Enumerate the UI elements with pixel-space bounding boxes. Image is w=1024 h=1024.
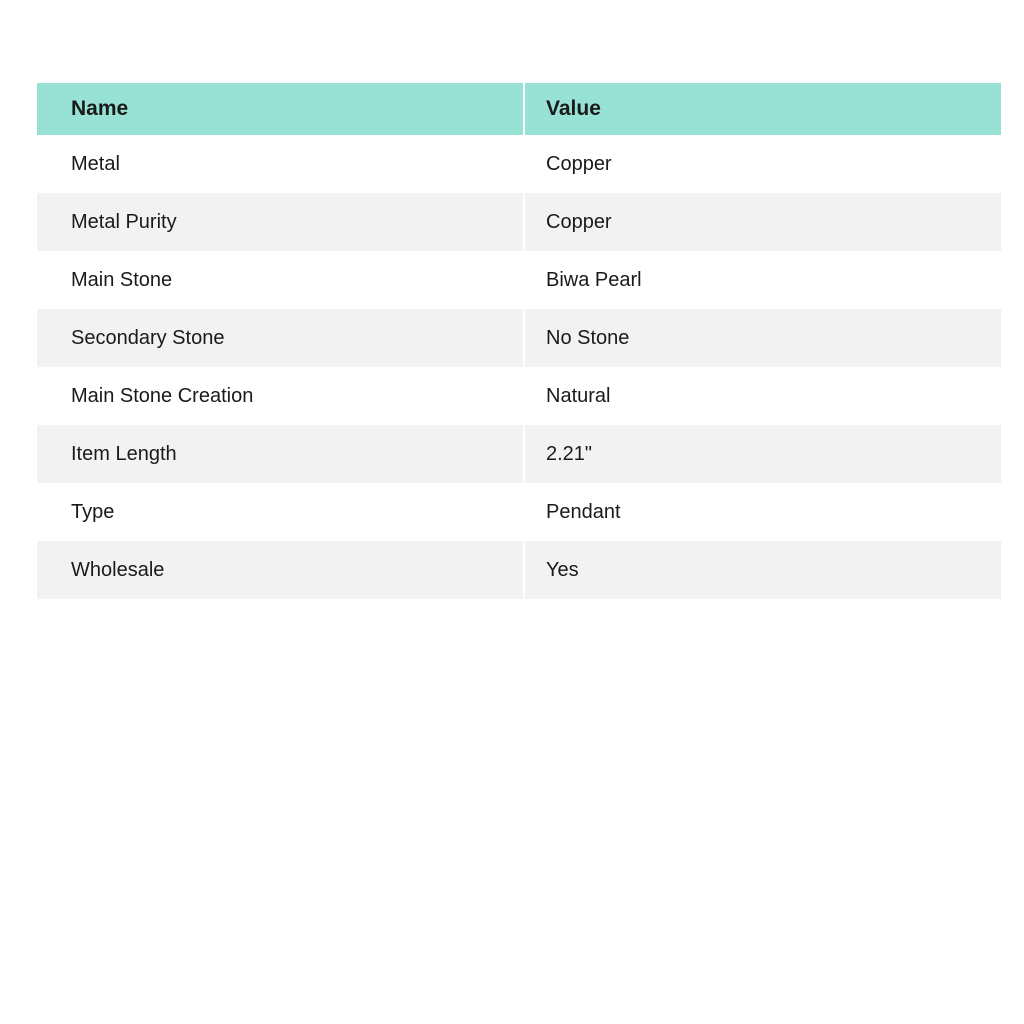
- table-row: [37, 251, 1001, 309]
- attribute-name: Type: [71, 500, 115, 523]
- table-cell-value: [525, 425, 1001, 483]
- table-cell-name: [37, 483, 523, 541]
- table-row: [37, 425, 1001, 483]
- attribute-name: Main Stone Creation: [71, 384, 254, 407]
- table-row: [37, 541, 1001, 599]
- table-cell-name: [37, 193, 523, 251]
- table-cell-name: [37, 541, 523, 599]
- column-header-value-label: Value: [546, 97, 601, 120]
- table-row: [37, 483, 1001, 541]
- column-header-value: [525, 83, 1001, 135]
- attribute-value: No Stone: [546, 326, 630, 349]
- table-cell-value: [525, 541, 1001, 599]
- attribute-name: Metal: [71, 152, 120, 175]
- attribute-value: 2.21": [546, 442, 593, 465]
- table-cell-value: [525, 251, 1001, 309]
- table-cell-name: [37, 309, 523, 367]
- attribute-value: Yes: [546, 558, 579, 581]
- table-row: [37, 135, 1001, 193]
- table-row: [37, 367, 1001, 425]
- table-cell-name: [37, 251, 523, 309]
- attribute-name: Metal Purity: [71, 210, 177, 233]
- table-cell-name: [37, 135, 523, 193]
- attribute-value: Pendant: [546, 500, 621, 523]
- attribute-name: Main Stone: [71, 268, 173, 291]
- attribute-value: Natural: [546, 384, 611, 407]
- attributes-table: [37, 83, 1001, 599]
- attribute-name: Wholesale: [71, 558, 165, 581]
- table-header-row: [37, 83, 1001, 135]
- column-header-name-label: Name: [71, 97, 129, 120]
- attribute-name: Item Length: [71, 442, 177, 465]
- table-cell-value: [525, 135, 1001, 193]
- attribute-value: Copper: [546, 152, 612, 175]
- table-cell-name: [37, 425, 523, 483]
- table-cell-value: [525, 367, 1001, 425]
- attribute-value: Biwa Pearl: [546, 268, 642, 291]
- table-row: [37, 309, 1001, 367]
- attribute-value: Copper: [546, 210, 612, 233]
- table-row: [37, 193, 1001, 251]
- table-cell-value: [525, 483, 1001, 541]
- table-cell-value: [525, 309, 1001, 367]
- table-cell-value: [525, 193, 1001, 251]
- attribute-name: Secondary Stone: [71, 326, 225, 349]
- column-header-name: [37, 83, 523, 135]
- table-cell-name: [37, 367, 523, 425]
